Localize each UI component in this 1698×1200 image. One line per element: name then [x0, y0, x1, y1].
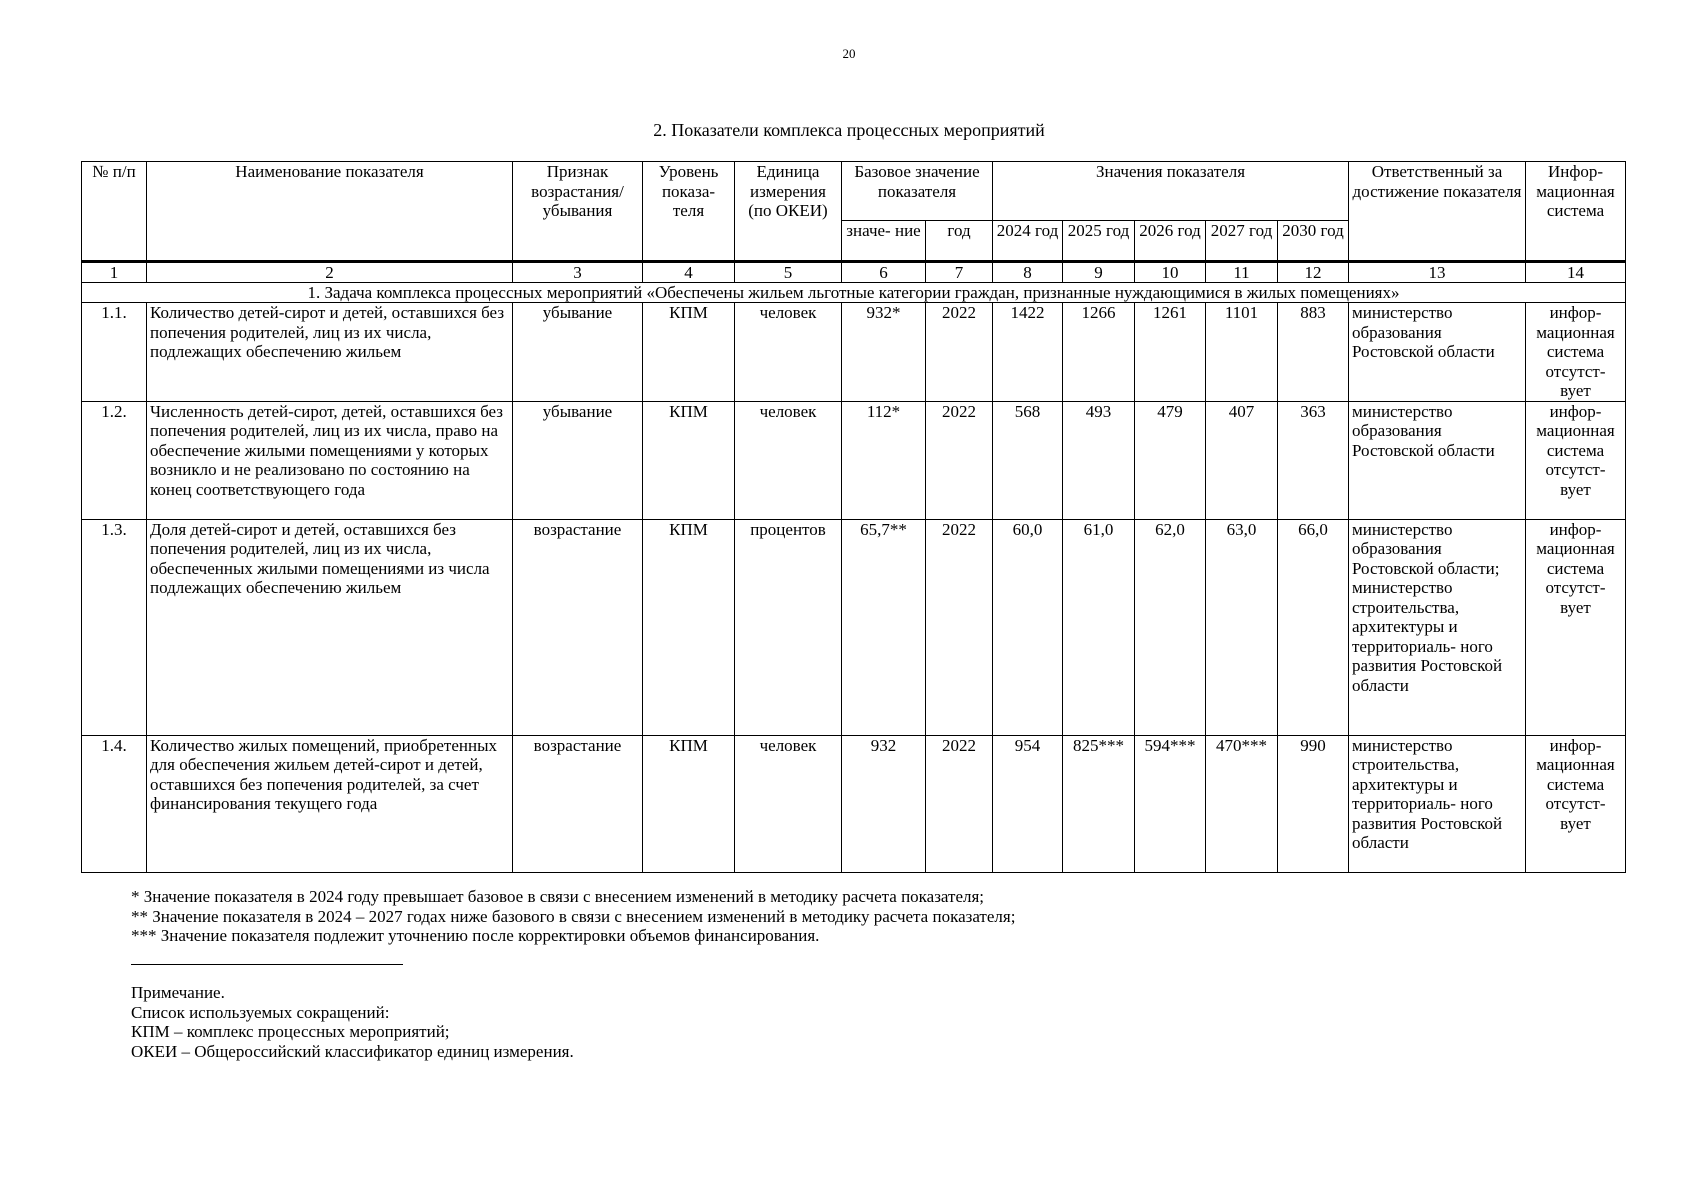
header-num: № п/п	[82, 162, 147, 262]
header-base-year: год	[926, 221, 993, 262]
row-value-2027: 470***	[1206, 735, 1278, 872]
table-row	[82, 401, 1626, 519]
header-sign: Признак возрастания/ убывания	[513, 162, 643, 262]
row-value-2027: 407	[1206, 401, 1278, 519]
row-value-2030: 66,0	[1278, 519, 1349, 735]
row-value-2030: 990	[1278, 735, 1349, 872]
row-base-year: 2022	[926, 401, 993, 519]
header-values: Значения показателя	[993, 162, 1349, 221]
header-year-2025: 2025 год	[1063, 221, 1135, 262]
row-num: 1.2.	[82, 401, 147, 519]
row-sign: убывание	[513, 401, 643, 519]
column-number: 2	[147, 262, 513, 283]
row-value-2024: 60,0	[993, 519, 1063, 735]
column-number: 8	[993, 262, 1063, 283]
row-base-year: 2022	[926, 303, 993, 402]
footnote: ** Значение показателя в 2024 – 2027 годах ниже базового в связи с внесением изменений в методику расчета показателя;	[131, 906, 1016, 926]
row-responsible: министерство строительства, архитектуры и территориаль- ного развития Ростовской области	[1349, 735, 1526, 872]
row-value-2030: 883	[1278, 303, 1349, 402]
row-system: инфор- мационная система отсутст- вует	[1526, 519, 1626, 735]
table-row	[82, 735, 1626, 872]
row-name: Доля детей-сирот и детей, оставшихся без попечения родителей, лиц из их числа, обеспеченных жилыми помещениями из числа подлежащих обеспечению жильем	[147, 519, 513, 735]
row-base-value: 932	[842, 735, 926, 872]
column-number: 9	[1063, 262, 1135, 283]
notes	[131, 983, 574, 1061]
row-system: инфор- мационная система отсутст- вует	[1526, 735, 1626, 872]
row-base-year: 2022	[926, 519, 993, 735]
header-name: Наименование показателя	[147, 162, 513, 262]
note-line: Примечание.	[131, 983, 225, 1002]
row-responsible: министерство образования Ростовской области	[1349, 401, 1526, 519]
footnote: * Значение показателя в 2024 году превышает базовое в связи с внесением изменений в методику расчета показателя;	[131, 887, 985, 906]
row-num: 1.1.	[82, 303, 147, 402]
header-unit: Единица измерения (по ОКЕИ)	[735, 162, 842, 262]
column-number: 10	[1135, 262, 1206, 283]
note-line: КПМ – комплекс процессных мероприятий;	[131, 1022, 450, 1041]
row-base-value: 65,7**	[842, 519, 926, 735]
table-row	[82, 519, 1626, 735]
row-system: инфор- мационная система отсутст- вует	[1526, 303, 1626, 402]
header-year-2024: 2024 год	[993, 221, 1063, 262]
header-year-2027: 2027 год	[1206, 221, 1278, 262]
header-year-2026: 2026 год	[1135, 221, 1206, 262]
column-number: 14	[1526, 262, 1626, 283]
row-level: КПМ	[643, 401, 735, 519]
column-number: 13	[1349, 262, 1526, 283]
row-value-2025: 61,0	[1063, 519, 1135, 735]
row-base-value: 112*	[842, 401, 926, 519]
row-unit: человек	[735, 303, 842, 402]
row-value-2026: 1261	[1135, 303, 1206, 402]
column-numbers-row	[82, 262, 1626, 283]
footnotes	[131, 887, 1015, 946]
row-responsible: министерство образования Ростовской области; министерство строительства, архитектуры и территориаль- ного развития Ростовской области	[1349, 519, 1526, 735]
row-value-2025: 1266	[1063, 303, 1135, 402]
row-value-2027: 63,0	[1206, 519, 1278, 735]
row-name: Численность детей-сирот, детей, оставшихся без попечения родителей, лиц из их числа, право на обеспечение жилыми помещениями у которых возникло и не реализовано по состоянию на конец соответствующего года	[147, 401, 513, 519]
row-value-2030: 363	[1278, 401, 1349, 519]
row-sign: возрастание	[513, 519, 643, 735]
row-unit: человек	[735, 401, 842, 519]
row-value-2026: 479	[1135, 401, 1206, 519]
page-number: 20	[842, 46, 856, 61]
row-value-2025: 493	[1063, 401, 1135, 519]
footnote-divider	[131, 964, 403, 965]
row-value-2027: 1101	[1206, 303, 1278, 402]
column-number: 11	[1206, 262, 1278, 283]
row-level: КПМ	[643, 519, 735, 735]
row-level: КПМ	[643, 735, 735, 872]
row-value-2024: 1422	[993, 303, 1063, 402]
row-sign: убывание	[513, 303, 643, 402]
header-year-2030: 2030 год	[1278, 221, 1349, 262]
task-title: 1. Задача комплекса процессных мероприятий «Обеспечены жильем льготные категории граждан, признанные нуждающимися в жилых помещениях»	[82, 283, 1626, 303]
header-system: Инфор- мационная система	[1526, 162, 1626, 262]
note-line: ОКЕИ – Общероссийский классификатор единиц измерения.	[131, 1041, 574, 1061]
row-sign: возрастание	[513, 735, 643, 872]
row-value-2024: 568	[993, 401, 1063, 519]
footnote: *** Значение показателя подлежит уточнению после корректировки объемов финансирования.	[131, 926, 820, 945]
task-row	[82, 283, 1626, 303]
column-number: 12	[1278, 262, 1349, 283]
row-name: Количество детей-сирот и детей, оставшихся без попечения родителей, лиц из их числа, подлежащих обеспечению жильем	[147, 303, 513, 402]
row-value-2026: 594***	[1135, 735, 1206, 872]
column-number: 6	[842, 262, 926, 283]
row-level: КПМ	[643, 303, 735, 402]
row-system: инфор- мационная система отсутст- вует	[1526, 401, 1626, 519]
column-number: 5	[735, 262, 842, 283]
row-value-2025: 825***	[1063, 735, 1135, 872]
row-name: Количество жилых помещений, приобретенных для обеспечения жильем детей-сирот и детей, оставшихся без попечения родителей, за счет финансирования текущего года	[147, 735, 513, 872]
note-line: Список используемых сокращений:	[131, 1002, 390, 1022]
table-row	[82, 303, 1626, 402]
row-base-year: 2022	[926, 735, 993, 872]
header-responsible: Ответственный за достижение показателя	[1349, 162, 1526, 262]
header-base-value: значе- ние	[842, 221, 926, 262]
row-num: 1.4.	[82, 735, 147, 872]
column-number: 3	[513, 262, 643, 283]
row-num: 1.3.	[82, 519, 147, 735]
header-base: Базовое значение показателя	[842, 162, 993, 221]
header-level: Уровень показа- теля	[643, 162, 735, 262]
row-value-2026: 62,0	[1135, 519, 1206, 735]
row-unit: процентов	[735, 519, 842, 735]
column-number: 7	[926, 262, 993, 283]
row-responsible: министерство образования Ростовской области	[1349, 303, 1526, 402]
indicators-table	[81, 161, 1626, 873]
column-number: 4	[643, 262, 735, 283]
row-unit: человек	[735, 735, 842, 872]
row-base-value: 932*	[842, 303, 926, 402]
row-value-2024: 954	[993, 735, 1063, 872]
section-title: 2. Показатели комплекса процессных мероприятий	[653, 120, 1045, 140]
column-number: 1	[82, 262, 147, 283]
